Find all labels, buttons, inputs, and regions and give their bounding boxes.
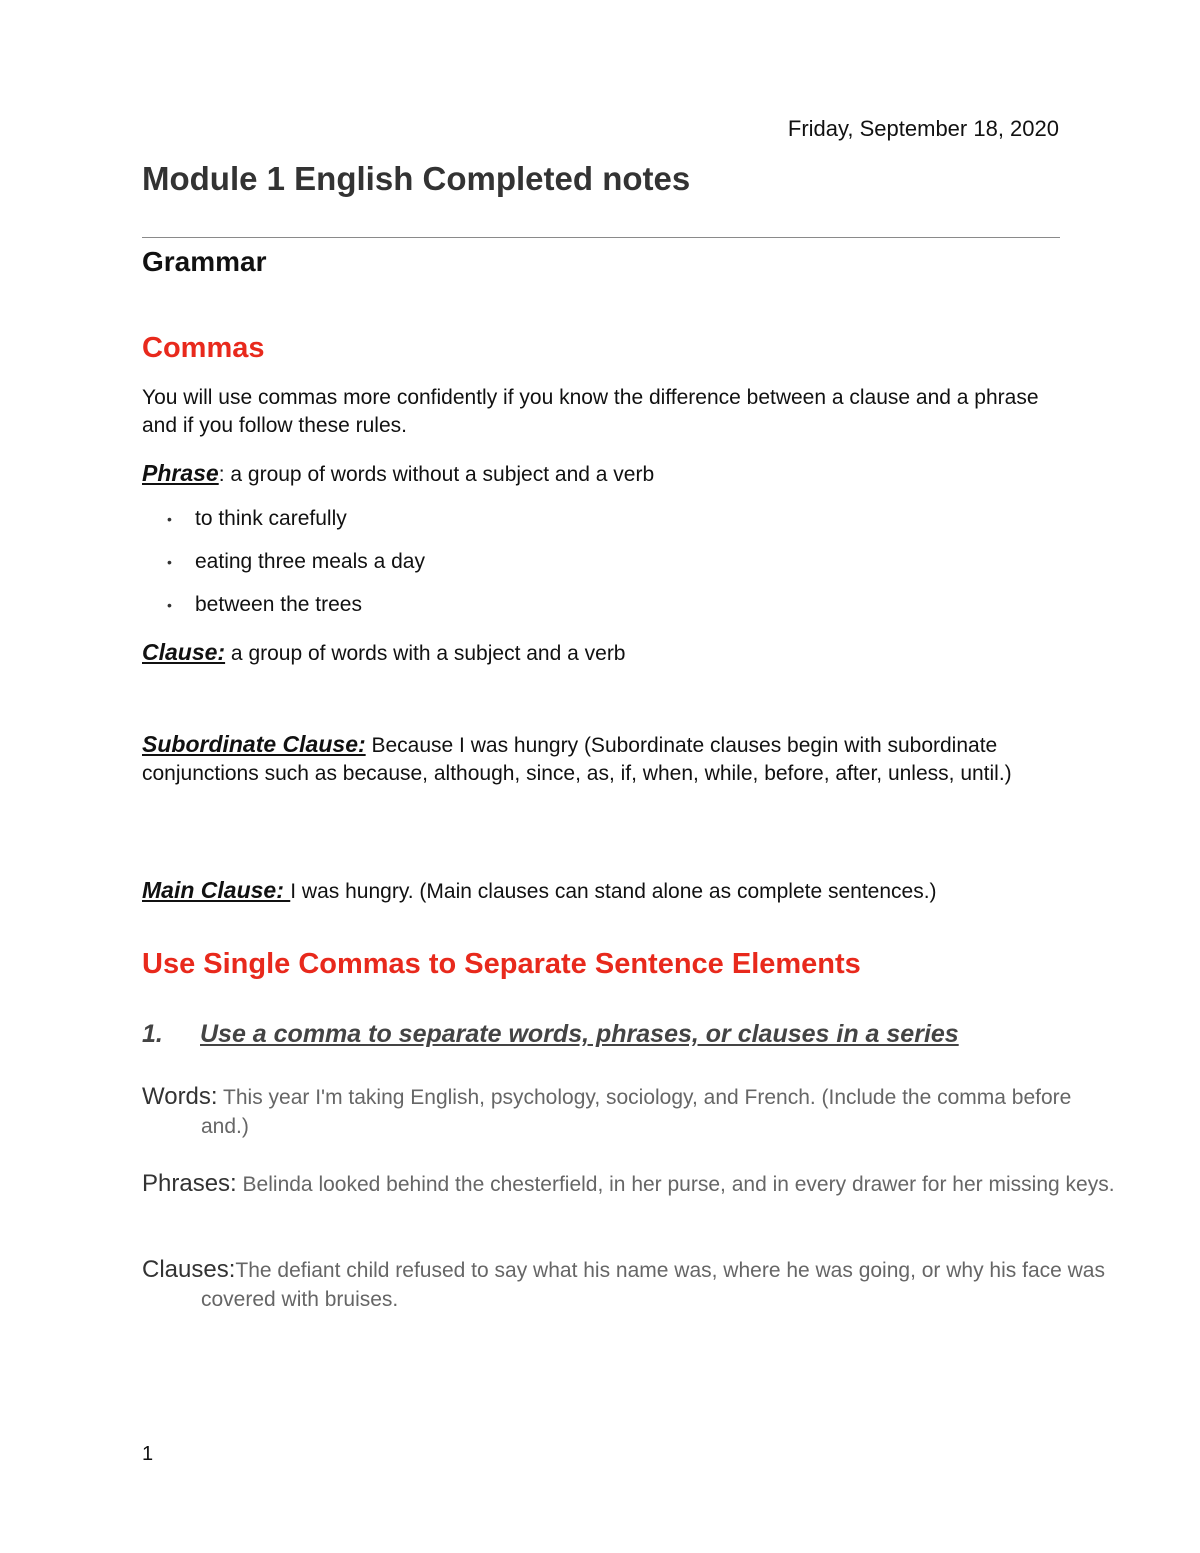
rule-1-number: 1. bbox=[142, 1020, 163, 1048]
phrase-definition-text: : a group of words without a subject and a verb bbox=[218, 463, 655, 486]
list-item-text: between the trees bbox=[195, 593, 362, 616]
phrase-definition bbox=[142, 459, 1062, 489]
list-item-text: eating three meals a day bbox=[195, 550, 425, 573]
list-item-text: to think carefully bbox=[195, 507, 347, 530]
main-clause-term: Main Clause: bbox=[142, 877, 291, 903]
list-item bbox=[142, 505, 425, 548]
clauses-example-text: The defiant child refused to say what his name was, where he was going, or why his face was covered with bruises. bbox=[201, 1259, 1105, 1311]
bullet-icon: • bbox=[167, 597, 172, 613]
single-commas-heading: Use Single Commas to Separate Sentence Elements bbox=[142, 948, 861, 980]
grammar-heading: Grammar bbox=[142, 246, 267, 277]
document-date: Friday, September 18, 2020 bbox=[787, 116, 1059, 141]
subordinate-clause-text: Because I was hungry (Subordinate clauses begin with subordinate conjunctions such as because, although, since, as, if, when, while, before, after, unless, until.) bbox=[142, 734, 1012, 785]
title-divider bbox=[142, 237, 1060, 238]
phrase-term: Phrase bbox=[142, 460, 219, 486]
main-clause-text: I was hungry. (Main clauses can stand alone as complete sentences.) bbox=[290, 880, 937, 903]
phrase-examples-list bbox=[142, 505, 425, 634]
clause-definition-text: a group of words with a subject and a verb bbox=[225, 642, 626, 665]
clause-term: Clause: bbox=[142, 639, 226, 665]
main-clause-paragraph bbox=[142, 876, 1062, 906]
list-item bbox=[142, 591, 425, 634]
words-example-text: This year I'm taking English, psychology, sociology, and French. (Include the comma before and.) bbox=[201, 1086, 1072, 1138]
subordinate-clause-paragraph bbox=[142, 730, 1062, 788]
page-number: 1 bbox=[142, 1443, 154, 1465]
clauses-label: Clauses: bbox=[142, 1256, 236, 1283]
commas-heading: Commas bbox=[142, 332, 265, 364]
page-title: Module 1 English Completed notes bbox=[142, 160, 691, 197]
bullet-icon: • bbox=[167, 554, 172, 570]
rule-1-heading bbox=[142, 1020, 959, 1049]
list-item bbox=[142, 548, 425, 591]
phrases-example bbox=[142, 1169, 1121, 1199]
rule-1-text: Use a comma to separate words, phrases, or clauses in a series bbox=[200, 1020, 959, 1048]
intro-paragraph: You will use commas more confidently if you know the difference between a clause and a phrase and if you follow these rules. bbox=[142, 386, 1039, 437]
words-example bbox=[142, 1082, 1121, 1141]
subordinate-clause-term: Subordinate Clause: bbox=[142, 731, 366, 757]
phrases-label: Phrases: bbox=[142, 1170, 237, 1197]
phrases-example-text: Belinda looked behind the chesterfield, in her purse, and in every drawer for her missing keys. bbox=[236, 1173, 1115, 1196]
clauses-example bbox=[142, 1255, 1121, 1314]
words-label: Words: bbox=[142, 1083, 218, 1110]
clause-definition bbox=[142, 638, 1062, 668]
bullet-icon: • bbox=[167, 511, 172, 527]
